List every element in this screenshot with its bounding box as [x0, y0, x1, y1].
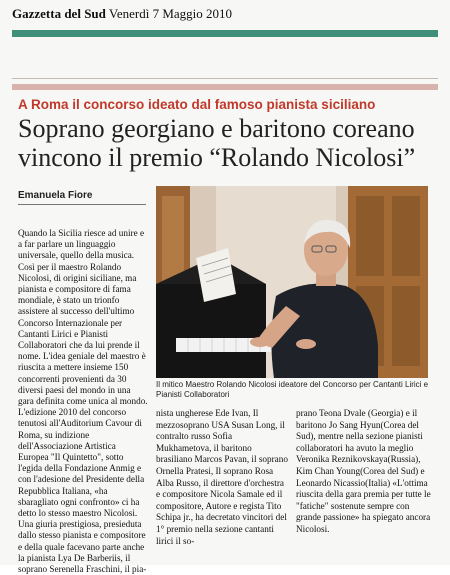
- photo-caption: Il mitico Maestro Rolando Nicolosi ideatore del Concorso per Cantanti Lirici e Pianisti Collaboratori: [156, 380, 429, 399]
- header-rule-thin: [12, 78, 438, 79]
- article-column-2: nista ungherese Ede Ivan, Il mezzosoprano USA Susan Long, il contralto russo Sofia Mukhametova, il baritono brasiliano Marcos Pavan, il soprano Ornella Pratesi, Il soprano Rosa Alba Russo, il direttore d'orchestra e compositore Nicola Samale ed il compositore, Autore e regista Tito Schipa jr., ha decretato vincitori del 1° premio nella sezione cantanti lirici il so-: [156, 408, 288, 546]
- header-rule-pink: [12, 84, 438, 90]
- newspaper-name: Gazzetta del Sud: [12, 6, 106, 21]
- author-divider: [18, 204, 146, 205]
- article-column-1: Quando la Sicilia riesce ad unire e a far parlare un linguaggio universale, quello della musica. Così per il maestro Rolando Nicolosi, di origini siciliane, ma pianista e compositore di fama mondiale, è stato un trionfo assistere al successo dell'ultimo Concorso Internazionale per Cantanti Lirici e Pianisti Collaboratori che da lui prende il nome. L'idea geniale del maestro è riuscita a mettere insieme 150 concorrenti provenienti da 30 diversi paesi del mondo in una gara definita come unica al mondo. L'edizione 2010 del concorso tenutosi all'Auditorium Cavour di Roma, su indizione dell'Associazione Artistica Europea "Il Quintetto", sotto l'egida della Fondazione Anmig e con l'adesione del Presidente della Repubblica Italiana, «ha sbaragliato ogni confronto» ci ha detto lo stesso maestro Nicolosi. Una giuria prestigiosa, presieduta dallo stesso pianista e compositore e della quale facevano parte anche la pianista Lya De Barberiis, il soprano Serenella Fraschini, il pia-: [18, 228, 148, 575]
- masthead: [12, 6, 232, 22]
- article-column-3: prano Teona Dvale (Georgia) e il baritono Jo Sang Hyun(Corea del Sud), mentre nella sezione pianisti collaboratori ha avuto la meglio Veronika Reznikovskaya(Russia), Kim Chan Young(Corea del Sud) e Leonardo Nicassio(Italia) «L'ottima riuscita della gara premia per tutte le "fatiche" sostenute sempre con grande passione» ha spiegato ancora Nicolosi.: [296, 408, 431, 534]
- article-headline: Soprano georgiano e baritono coreano vincono il premio “Rolando Nicolosi”: [18, 114, 416, 172]
- header-rule-green: [12, 30, 438, 37]
- article-photo: [156, 186, 428, 378]
- article-kicker: A Roma il concorso ideato dal famoso pianista siciliano: [18, 97, 376, 112]
- pianist-photo-illustration: [156, 186, 428, 378]
- article-author: Emanuela Fiore: [18, 190, 93, 201]
- publication-date: Venerdì 7 Maggio 2010: [108, 6, 233, 21]
